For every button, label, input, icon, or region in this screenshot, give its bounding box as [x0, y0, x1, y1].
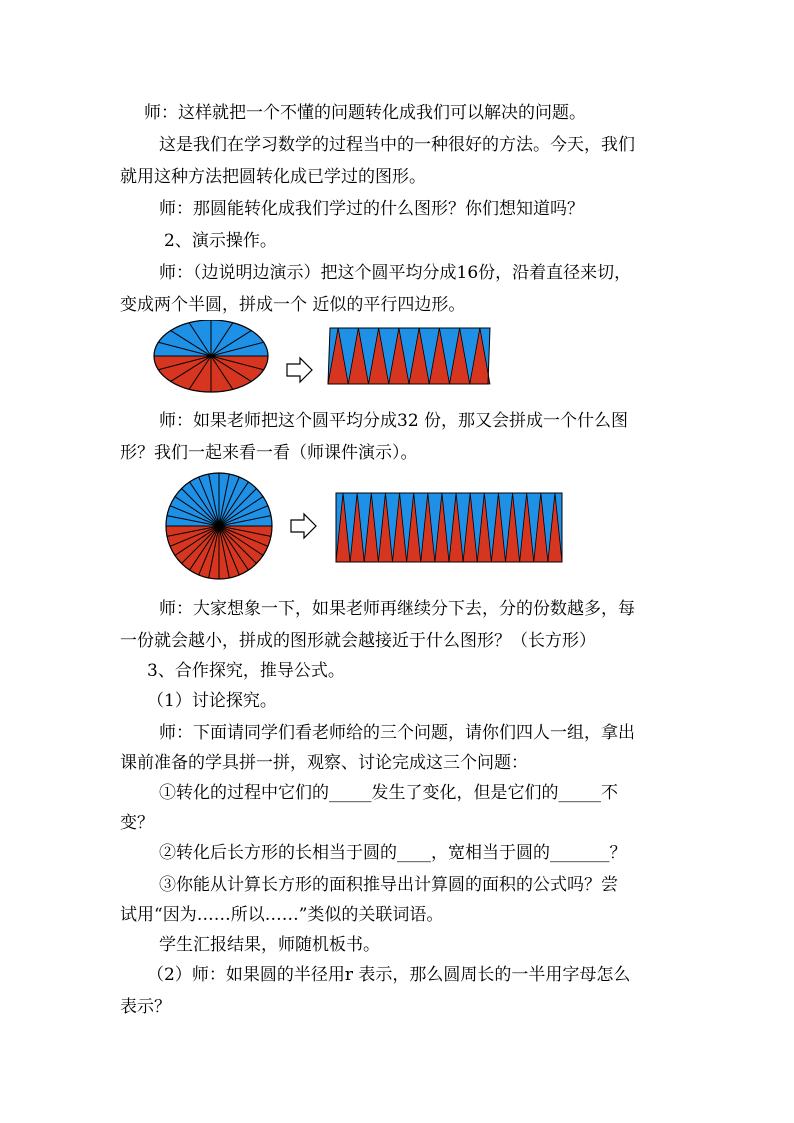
question-item: ①转化的过程中它们的_____发生了变化，但是它们的_____不: [159, 783, 618, 803]
paragraph-line: 表示？: [120, 997, 171, 1017]
paragraph-line: 变成两个半圆，拼成一个 近似的平行四边形。: [120, 295, 466, 315]
paragraph-line: 学生汇报结果，师随机板书。: [159, 935, 380, 955]
paragraph-line: 一份就会越小，拼成的图形就会越接近于什么图形？（长方形）: [120, 631, 596, 651]
white-right-arrow-icon: [287, 358, 312, 382]
circle-32-sectors: [166, 473, 272, 579]
paragraph-line: 师：大家想象一下，如果老师再继续分下去，分的份数越多，每: [159, 599, 635, 619]
section-heading: 3、合作探究，推导公式。: [147, 661, 345, 681]
paragraph-line: 师：那圆能转化成我们学过的什么图形？你们想知道吗？: [159, 199, 584, 219]
figure-32-sectors: [160, 472, 570, 584]
rectangle-shape: [336, 493, 562, 562]
paragraph-line: 变？: [120, 813, 154, 833]
paragraph-line: 师：这样就把一个不懂的问题转化成我们可以解决的问题。: [144, 103, 586, 123]
paragraph-line: 试用“因为……所以……”类似的关联词语。: [120, 905, 444, 925]
paragraph-line: 师：下面请同学们看老师给的三个问题，请你们四人一组，拿出: [159, 723, 635, 743]
circle-16-sectors: [154, 320, 268, 392]
paragraph-line: 师：如果老师把这个圆平均分成32 份，那又会拼成一个什么图: [159, 411, 629, 431]
subsection-heading: （1）讨论探究。: [147, 691, 277, 711]
figure-16-sectors: [150, 320, 510, 400]
question-item: ②转化后长方形的长相当于圆的____，宽相当于圆的_______？: [159, 843, 627, 863]
paragraph-line: 这是我们在学习数学的过程当中的一种很好的方法。今天，我们: [159, 135, 635, 155]
paragraph-line: 形？我们一起来看一看（师课件演示）。: [120, 443, 418, 463]
section-heading: 2、演示操作。: [164, 231, 277, 251]
white-right-arrow-icon: [291, 514, 316, 538]
paragraph-line: 师：（边说明边演示）把这个圆平均分成16份，沿着直径来切，: [159, 263, 632, 283]
question-item: ③你能从计算长方形的面积推导出计算圆的面积的公式吗？尝: [159, 875, 618, 895]
parallelogram-shape: [328, 328, 490, 384]
paragraph-line: 就用这种方法把圆转化成已学过的图形。: [120, 167, 426, 187]
paragraph-line: 课前准备的学具拼一拼，观察、讨论完成这三个问题：: [120, 753, 528, 773]
paragraph-line: （2）师：如果圆的半径用r 表示，那么圆周长的一半用字母怎么: [147, 965, 631, 985]
